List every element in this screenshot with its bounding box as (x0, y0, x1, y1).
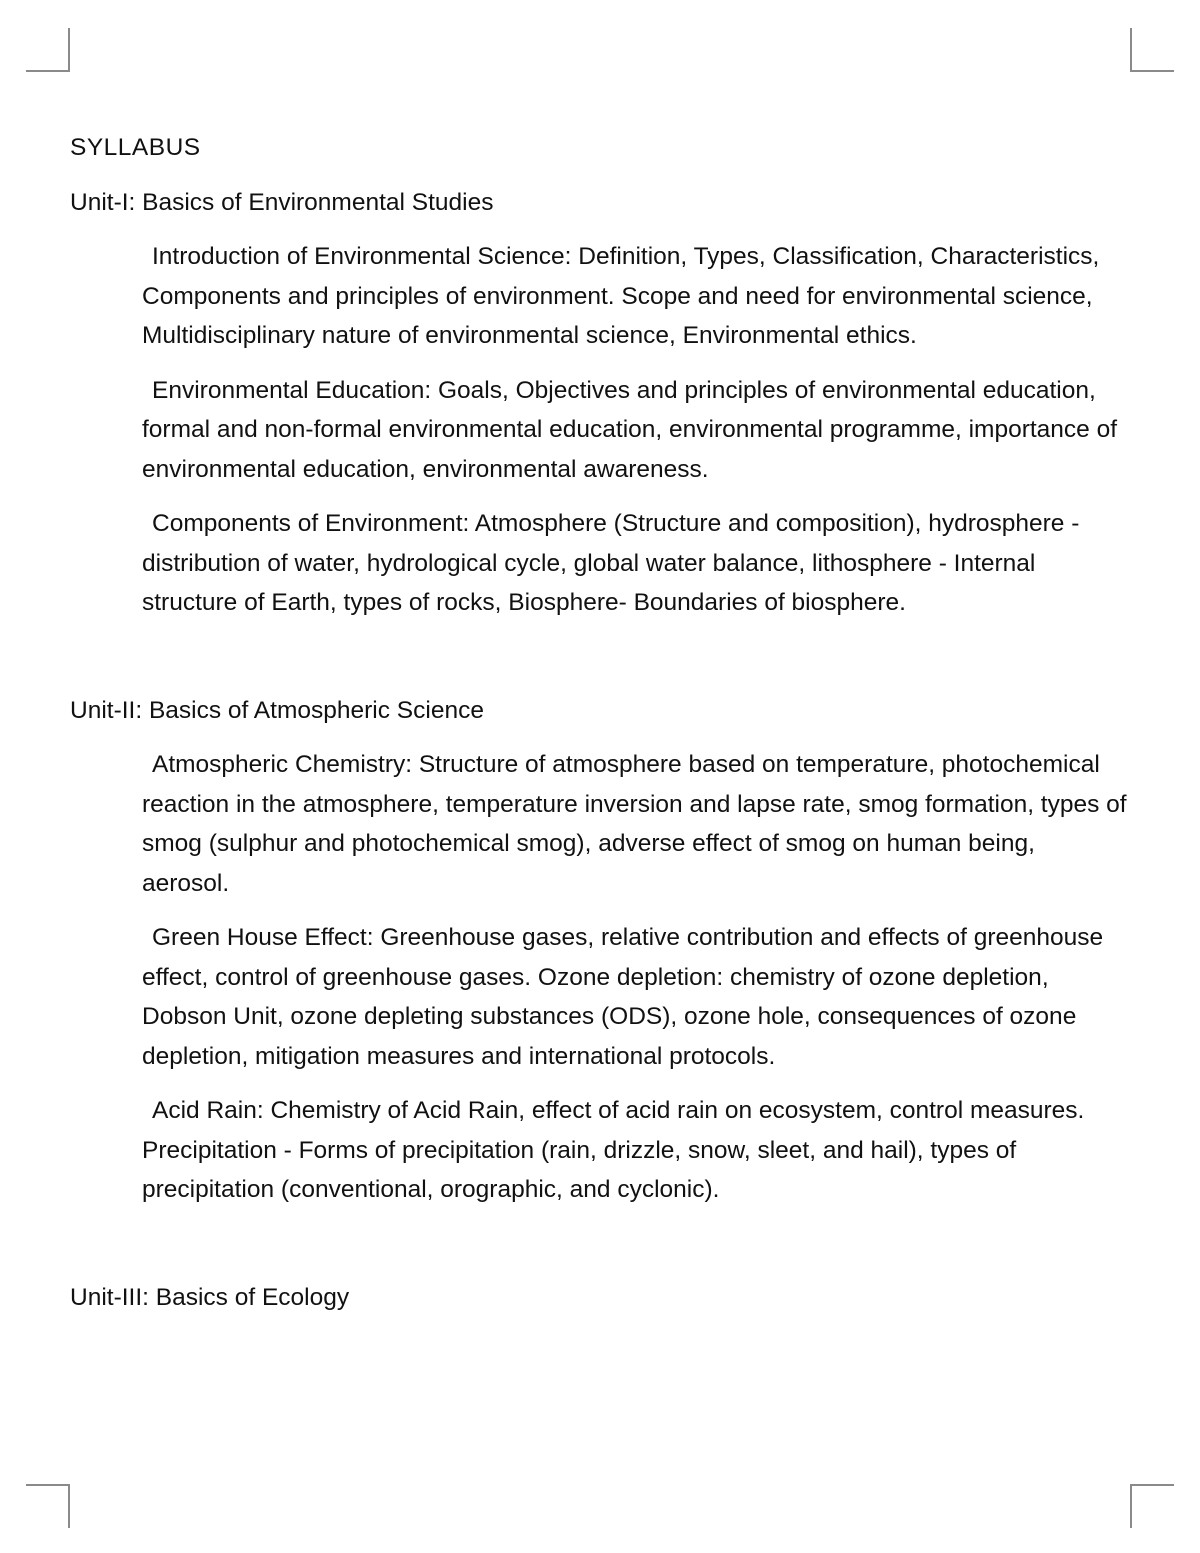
unit-2-paragraph-2-text: Green House Effect: Greenhouse gases, relative contribution and effects of greenhouse effect, control of greenhouse gases. Ozone depletion: chemistry of ozone depletion, Dobson Unit, ozone depleting substances (ODS), ozone hole, consequences of ozone depletion, mitigation measures and international protocols. (142, 924, 1104, 1070)
section-spacer (70, 1225, 1130, 1278)
unit-2-paragraph-3-text: Acid Rain: Chemistry of Acid Rain, effect of acid rain on ecosystem, control measures. Precipitation - Forms of precipitation (rain, drizzle, snow, sleet, and hail), types of precipitation (conventional, orographic, and cyclonic). (142, 1097, 1085, 1203)
unit-1-paragraph-3-text: Components of Environment: Atmosphere (Structure and composition), hydrosphere - distribution of water, hydrological cycle, global water balance, lithosphere - Internal structure of Earth, types of rocks, Biosphere- Boundaries of biosphere. (142, 510, 1080, 616)
document-title: SYLLABUS (70, 134, 201, 161)
unit-1-paragraph-1 (142, 237, 1127, 356)
unit-1-paragraph-3 (142, 504, 1127, 623)
unit-2-paragraph-2 (142, 918, 1127, 1076)
document-page (70, 128, 1130, 1332)
unit-1-paragraph-2 (142, 371, 1127, 490)
crop-mark-bottom-left (26, 1484, 70, 1528)
unit-2-paragraph-1 (142, 745, 1127, 903)
unit-2-heading: Unit-II: Basics of Atmospheric Science (70, 696, 484, 724)
unit-2-paragraph-1-text: Atmospheric Chemistry: Structure of atmosphere based on temperature, photochemical reaction in the atmosphere, temperature inversion and lapse rate, smog formation, types of smog (sulphur and photochemical smog), adverse effect of smog on human being, aerosol. (142, 751, 1127, 897)
section-spacer (70, 638, 1130, 691)
unit-3-heading: Unit-III: Basics of Ecology (70, 1283, 350, 1311)
unit-1-heading: Unit-I: Basics of Environmental Studies (70, 188, 494, 216)
unit-1-paragraph-2-text: Environmental Education: Goals, Objectives and principles of environmental education, formal and non-formal environmental education, environmental programme, importance of environmental education, environmental awareness. (142, 376, 1118, 483)
unit-1-paragraph-1-text: Introduction of Environmental Science: Definition, Types, Classification, Characteristics, Components and principles of environment. Scope and need for environmental science, Multidisciplinary nature of environmental science, Environmental ethics. (142, 243, 1100, 349)
crop-mark-bottom-right (1130, 1484, 1174, 1528)
crop-mark-top-left (26, 28, 70, 72)
unit-2-paragraph-3 (142, 1091, 1127, 1210)
crop-mark-top-right (1130, 28, 1174, 72)
